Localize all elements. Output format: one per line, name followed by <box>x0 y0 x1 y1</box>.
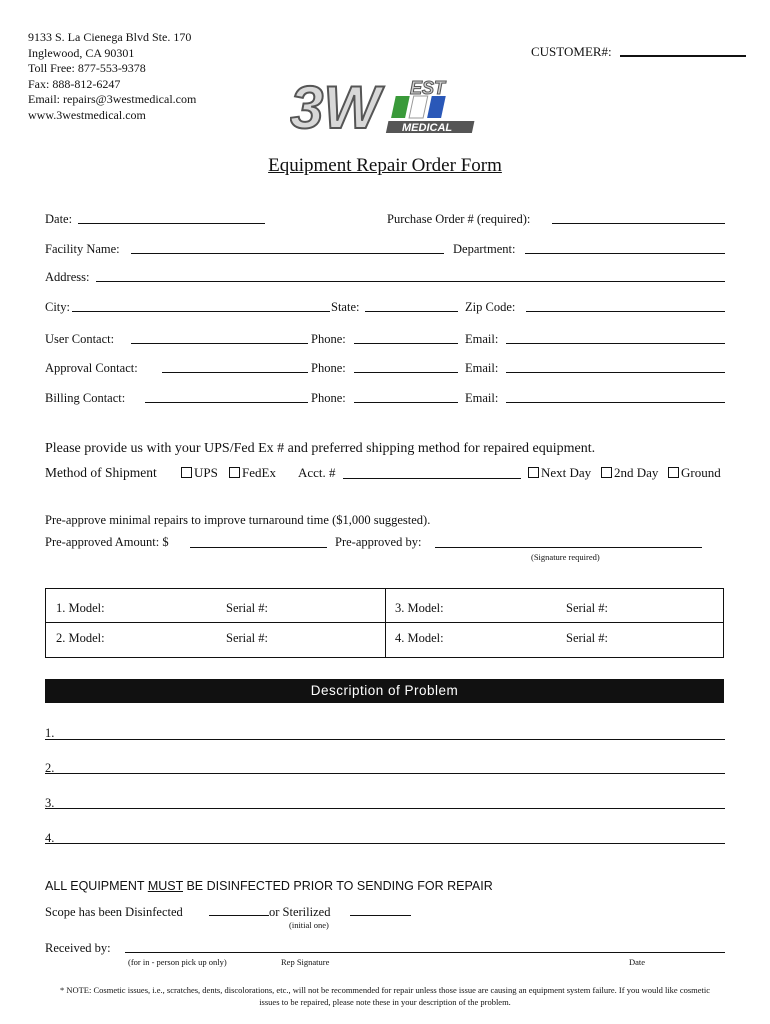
user-phone-label: Phone: <box>311 332 346 346</box>
problem-number: 3. <box>45 796 55 810</box>
zip-field[interactable] <box>526 311 725 312</box>
user-contact-field[interactable] <box>131 343 308 344</box>
shipping-instruction: Please provide us with your UPS/Fed Ex # and preferred shipping method for repaired equipment. <box>45 441 596 456</box>
approval-phone-field[interactable] <box>354 372 458 373</box>
billing-contact-label: Billing Contact: <box>45 391 126 405</box>
department-label: Department: <box>453 242 516 256</box>
address-line: Inglewood, CA 90301 <box>28 45 135 60</box>
shipment-method-label: Method of Shipment <box>45 465 157 480</box>
scope-disinfected-label: Scope has been Disinfected <box>45 905 183 919</box>
user-contact-label: User Contact: <box>45 332 115 346</box>
problem-line-1[interactable] <box>45 739 725 740</box>
ups-checkbox[interactable] <box>181 467 192 478</box>
preapproved-amount-label: Pre-approved Amount: $ <box>45 535 169 549</box>
rep-signature-label: Rep Signature <box>281 957 330 967</box>
sterilized-initial-field[interactable] <box>350 915 411 916</box>
next-day-label: Next Day <box>541 465 592 480</box>
preapproved-amount-field[interactable] <box>190 547 327 548</box>
preapproved-by-label: Pre-approved by: <box>335 535 422 549</box>
logo-sub-text: MEDICAL <box>402 122 453 134</box>
pickup-note: (for in - person pick up only) <box>128 957 227 967</box>
logo-main-text: 3W <box>290 76 380 134</box>
second-day-label: 2nd Day <box>614 465 659 480</box>
cosmetic-note: * NOTE: Cosmetic issues, i.e., scratches, dents, discolorations, etc., will not be recommended for repair unless those issue are causing an equipment system failure. If you would like cosmetic issues to be repaired, please note these in your description of the problem. <box>59 985 711 1007</box>
acct-label: Acct. # <box>298 465 336 480</box>
customer-number-field[interactable] <box>620 55 746 57</box>
address-line: 9133 S. La Cienega Blvd Ste. 170 <box>28 30 192 44</box>
state-field[interactable] <box>365 311 458 312</box>
ground-label: Ground <box>681 465 721 480</box>
problem-number: 2. <box>45 761 55 775</box>
billing-contact-field[interactable] <box>145 402 308 403</box>
company-address <box>28 30 196 123</box>
problem-line-4[interactable] <box>45 843 725 844</box>
received-date-label: Date <box>629 957 646 967</box>
state-label: State: <box>331 300 360 314</box>
user-phone-field[interactable] <box>354 343 458 344</box>
logo-top-text: EST <box>410 78 446 98</box>
ground-option[interactable] <box>668 465 721 481</box>
acct-field[interactable] <box>343 478 521 479</box>
approval-email-field[interactable] <box>506 372 725 373</box>
fedex-label: FedEx <box>242 465 276 480</box>
po-field[interactable] <box>552 223 725 224</box>
facility-field[interactable] <box>131 253 444 254</box>
department-field[interactable] <box>525 253 725 254</box>
serial-1-label: Serial #: <box>226 601 269 615</box>
approval-contact-label: Approval Contact: <box>45 361 138 375</box>
ups-label: UPS <box>194 465 218 480</box>
approval-email-label: Email: <box>465 361 499 375</box>
address-line: www.3westmedical.com <box>28 107 146 122</box>
model-2-label: 2. Model: <box>56 631 105 645</box>
received-by-field[interactable] <box>125 952 725 953</box>
fedex-checkbox[interactable] <box>229 467 240 478</box>
user-email-field[interactable] <box>506 343 725 344</box>
signature-required-note: (Signature required) <box>531 552 600 562</box>
next-day-option[interactable] <box>528 465 591 481</box>
problem-line-2[interactable] <box>45 773 725 774</box>
next-day-checkbox[interactable] <box>528 467 539 478</box>
approval-phone-label: Phone: <box>311 361 346 375</box>
initial-one-note: (initial one) <box>289 920 329 930</box>
date-label: Date: <box>45 212 73 226</box>
billing-email-field[interactable] <box>506 402 725 403</box>
city-field[interactable] <box>72 311 330 312</box>
city-label: City: <box>45 300 71 314</box>
problem-number: 1. <box>45 726 55 740</box>
address-label: Address: <box>45 270 90 284</box>
second-day-option[interactable] <box>601 465 658 481</box>
company-logo <box>290 76 480 134</box>
preapproved-by-field[interactable] <box>435 547 702 548</box>
disinfect-notice: ALL EQUIPMENT MUST BE DISINFECTED PRIOR TO SENDING FOR REPAIR <box>45 879 493 893</box>
serial-3-label: Serial #: <box>566 601 609 615</box>
problem-number: 4. <box>45 831 55 845</box>
billing-phone-label: Phone: <box>311 391 346 405</box>
model-1-label: 1. Model: <box>56 601 105 615</box>
sterilized-label: or Sterilized <box>269 905 331 919</box>
problem-line-3[interactable] <box>45 808 725 809</box>
model-4-label: 4. Model: <box>395 631 444 645</box>
address-line: Email: repairs@3westmedical.com <box>28 92 197 106</box>
user-email-label: Email: <box>465 332 499 346</box>
approval-contact-field[interactable] <box>162 372 308 373</box>
address-line: Toll Free: 877-553-9378 <box>28 61 146 75</box>
address-line: Fax: 888-812-6247 <box>28 76 121 91</box>
ups-option[interactable] <box>181 465 218 481</box>
serial-4-label: Serial #: <box>566 631 609 645</box>
facility-label: Facility Name: <box>45 242 120 256</box>
second-day-checkbox[interactable] <box>601 467 612 478</box>
model-serial-table <box>45 588 724 658</box>
customer-label: CUSTOMER#: <box>531 44 612 59</box>
ground-checkbox[interactable] <box>668 467 679 478</box>
disinfected-initial-field[interactable] <box>209 915 269 916</box>
model-3-label: 3. Model: <box>395 601 444 615</box>
serial-2-label: Serial #: <box>226 631 269 645</box>
description-header: Description of Problem <box>45 679 724 703</box>
billing-email-label: Email: <box>465 391 499 405</box>
billing-phone-field[interactable] <box>354 402 458 403</box>
must-emphasis: MUST <box>147 879 183 893</box>
fedex-option[interactable] <box>229 465 276 481</box>
date-field[interactable] <box>78 223 265 224</box>
page-title: Equipment Repair Order Form <box>268 155 502 176</box>
po-label: Purchase Order # (required): <box>387 212 531 226</box>
zip-label: Zip Code: <box>465 300 516 314</box>
preapprove-text: Pre-approve minimal repairs to improve turnaround time ($1,000 suggested). <box>45 513 431 527</box>
received-by-label: Received by: <box>45 941 111 955</box>
address-field[interactable] <box>96 281 725 282</box>
